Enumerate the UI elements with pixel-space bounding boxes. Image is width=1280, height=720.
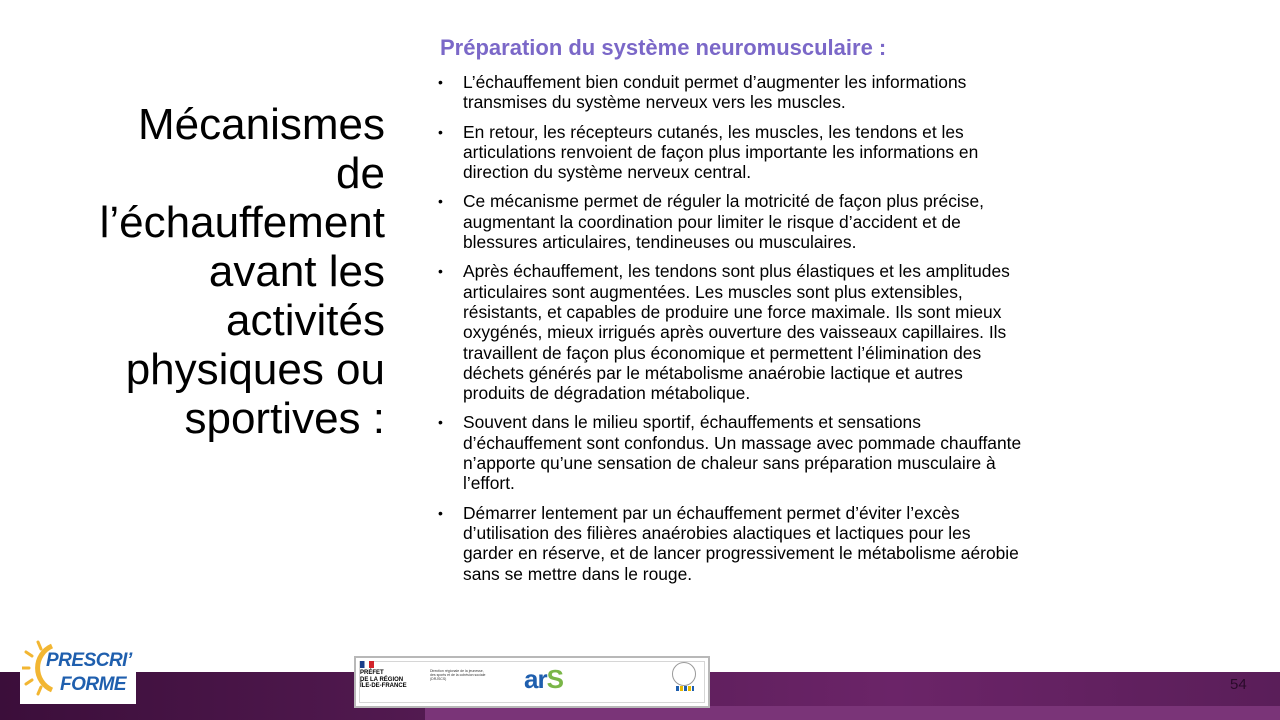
bullet-line: augmentant la coordination pour limiter le risque d’accident et de — [463, 211, 961, 232]
page-number: 54 — [1230, 676, 1247, 693]
bullet-item — [438, 191, 1150, 252]
logo-text-line1: PRESCRI’ — [46, 650, 132, 671]
bullet-line: articulations renvoient de façon plus importante les informations en — [463, 141, 979, 162]
partner-logos — [354, 656, 710, 708]
bullet-line: résistants, et capables de produire une force maximale. Ils sont mieux — [463, 301, 1002, 322]
bullet-line: L’échauffement bien conduit permet d’augmenter les informations — [463, 72, 967, 92]
slide-title — [40, 100, 385, 443]
bullet-line: En retour, les récepteurs cutanés, les muscles, les tendons et les — [463, 121, 964, 142]
bullet-list — [438, 72, 1150, 584]
bullet-line: blessures articulaires, tendineuses ou musculaires. — [463, 232, 857, 253]
bullet-line: n’apporte qu’une sensation de chaleur sans préparation musculaire à — [463, 453, 996, 474]
bullet-icon: • — [438, 504, 443, 521]
bullet-line: Souvent dans le milieu sportif, échauffements et sensations — [463, 412, 921, 433]
title-line: de — [336, 149, 385, 198]
title-line: avant les — [208, 247, 385, 296]
title-line: activités — [226, 296, 385, 345]
drjscs-text: Direction régionale de la jeunesse, des sports et de la cohésion sociale (DRJSCS) — [430, 669, 486, 681]
ars-logo: arS — [524, 664, 563, 694]
bullet-icon: • — [438, 123, 443, 140]
bullet-item — [438, 503, 1150, 584]
title-line: physiques ou — [125, 345, 385, 394]
title-line: l’échauffement — [99, 198, 385, 247]
bullet-line: Ce mécanisme permet de réguler la motricité de façon plus précise, — [463, 191, 984, 212]
footer-accent — [425, 706, 1280, 720]
bullet-icon: • — [438, 263, 443, 280]
prescriforme-logo — [20, 632, 136, 704]
seal-icon — [672, 662, 696, 686]
bullet-line: direction du système nerveux central. — [463, 162, 752, 183]
bullet-item — [438, 261, 1150, 403]
bullet-item — [438, 412, 1150, 493]
bullet-item — [438, 72, 1150, 113]
olympic-rings-icon — [676, 686, 694, 691]
bullet-line: sans se mettre dans le rouge. — [463, 563, 693, 584]
bullet-line: déchets générés par le métabolisme anaérobie lactique et autres — [463, 362, 963, 383]
bullet-line: d’utilisation des filières anaérobies alactiques et lactiques pour les — [463, 522, 971, 543]
prefet-logo-text: PRÉFET DE LA RÉGION ÎLE-DE-FRANCE — [360, 670, 407, 689]
logo-text-line2: FORME — [60, 674, 127, 695]
title-line: Mécanismes — [138, 100, 385, 149]
bullet-line: articulaires sont augmentées. Les muscles sont plus extensibles, — [463, 281, 963, 302]
bullet-line: travaillent de façon plus économique et permettent l’élimination des — [463, 342, 982, 363]
bullet-line: Après échauffement, les tendons sont plus élastiques et les amplitudes — [463, 261, 1010, 282]
bullet-line: Démarrer lentement par un échauffement permet d’éviter l’excès — [463, 502, 960, 523]
bullet-line: l’effort. — [463, 473, 515, 494]
bullet-line: produits de dégradation métabolique. — [463, 383, 751, 404]
marianne-flag-icon — [360, 661, 374, 668]
section-subtitle: Préparation du système neuromusculaire : — [440, 35, 887, 60]
bullet-icon: • — [438, 74, 443, 90]
content-area — [438, 34, 1150, 593]
title-line: sportives : — [184, 394, 385, 443]
bullet-line: d’échauffement sont confondus. Un massage avec pommade chauffante — [463, 432, 1022, 453]
bullet-icon: • — [438, 193, 443, 210]
bullet-line: transmises du système nerveux vers les muscles. — [463, 92, 846, 113]
bullet-item — [438, 122, 1150, 183]
bullet-line: garder en réserve, et de lancer progressivement le métabolisme aérobie — [463, 543, 1019, 564]
bullet-icon: • — [438, 414, 443, 431]
bullet-line: oxygénés, mieux irrigués après ouverture des vaisseaux capillaires. Ils — [463, 322, 1007, 343]
